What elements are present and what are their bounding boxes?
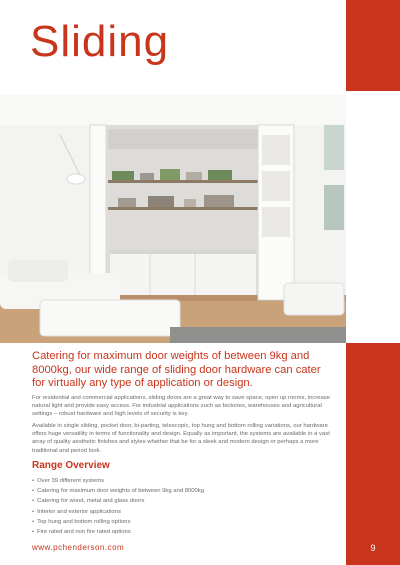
interior-photo (0, 95, 346, 343)
accent-block-top (346, 0, 400, 91)
paragraph-1: For residential and commercial applications, sliding doors are a great way to save space, open up rooms, increase natural light and provide easy access. For industrial applications such as factories, warehouses and agricultural settings – robust hardware and high levels of security is key. (32, 395, 330, 418)
list-item: • Catering for maximum door weights of between 9kg and 8000kg (32, 486, 204, 496)
list-item: • Catering for wood, metal and glass doors (32, 496, 204, 506)
page-title: Sliding (30, 17, 170, 66)
range-overview-list (32, 476, 204, 537)
accent-block-bottom (346, 343, 400, 565)
range-overview-heading: Range Overview (32, 460, 110, 471)
paragraph-2: Available in single sliding, pocket door, bi-parting, telescopic, top hung and bottom rolling variations, our hardware offers huge versatility in terms of functionality and design. Equally as important, the systems are available in a vast array of quality aesthetic finishes and styles whether that be for a sleek and modern design or perhaps a more traditional and period look. (32, 423, 330, 454)
list-item: • Top hung and bottom rolling options (32, 517, 204, 527)
page-number: 9 (370, 543, 376, 553)
list-item: • Over 39 different systems (32, 476, 204, 486)
list-item: • Fire rated and non fire rated options (32, 527, 204, 537)
intro-text: Catering for maximum door weights of between 9kg and 8000kg, our wide range of sliding door hardware can cater for virtually any type of application or design. (32, 350, 321, 390)
list-item: • Interior and exterior applications (32, 507, 204, 517)
website-link[interactable]: www.pchenderson.com (32, 543, 125, 552)
